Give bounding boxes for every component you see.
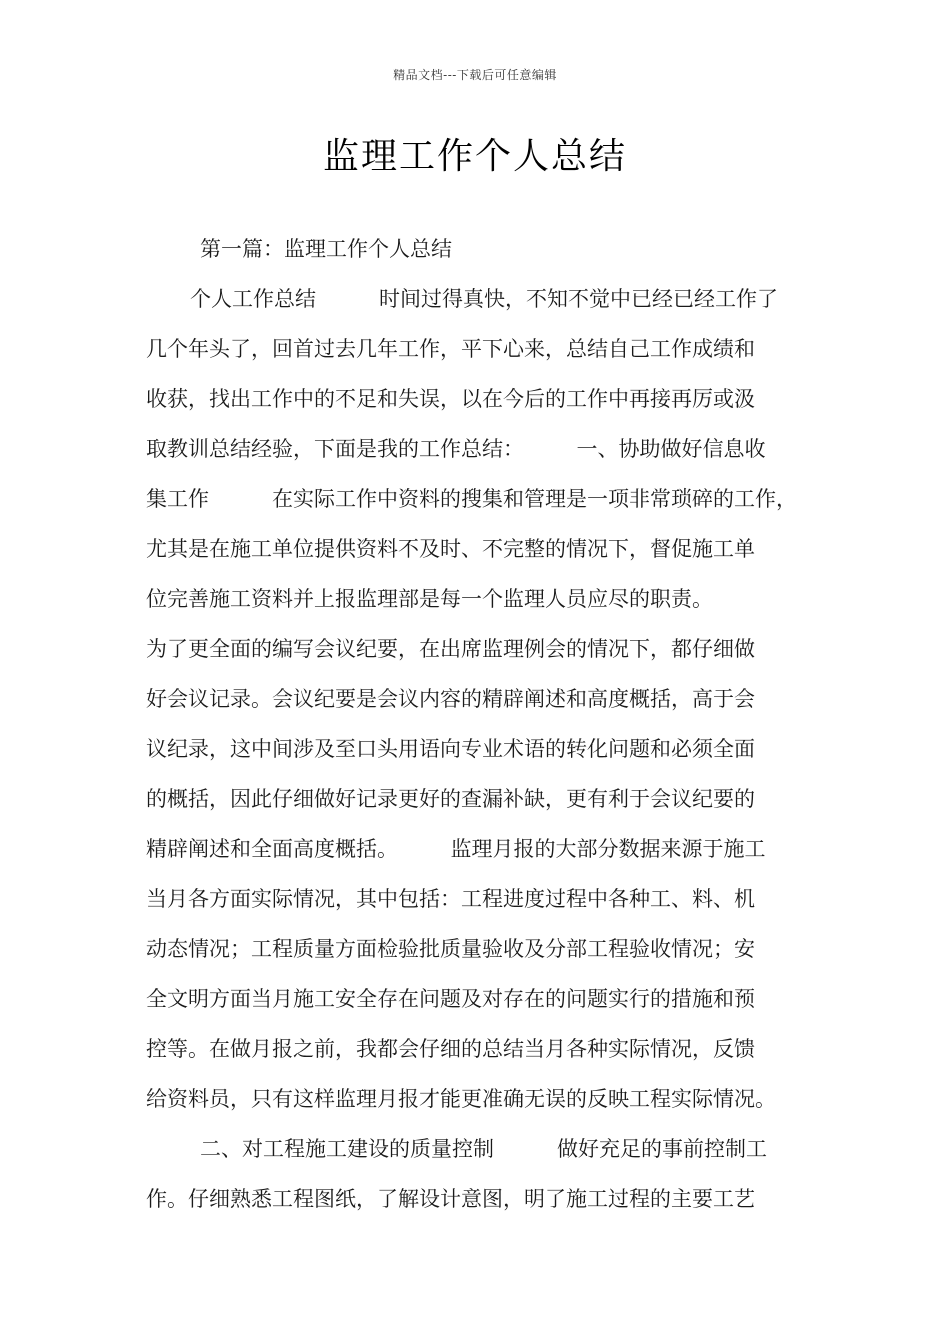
- body-line: 位完善施工资料并上报监理部是每一个监理人员应尽的职责。: [146, 587, 713, 611]
- body-line: 的概括，因此仔细做好记录更好的查漏补缺，更有利于会议纪要的: [146, 787, 755, 811]
- body-line: 当月各方面实际情况，其中包括：工程进度过程中各种工、料、机: [146, 887, 755, 911]
- body-line: 集工作 在实际工作中资料的搜集和管理是一项非常琐碎的工作，: [146, 487, 797, 511]
- body-line: 作。仔细熟悉工程图纸，了解设计意图，明了施工过程的主要工艺: [146, 1187, 755, 1211]
- section-heading: 二、对工程施工建设的质量控制 做好充足的事前控制工: [200, 1137, 767, 1161]
- body-line: 给资料员，只有这样监理月报才能更准确无误的反映工程实际情况。: [146, 1087, 776, 1111]
- body-line: 议纪录，这中间涉及至口头用语向专业术语的转化问题和必须全面: [146, 737, 755, 761]
- document-title: 监理工作个人总结: [322, 136, 627, 177]
- body-line: 控等。在做月报之前，我都会仔细的总结当月各种实际情况，反馈: [146, 1037, 755, 1061]
- body-line: 几个年头了，回首过去几年工作，平下心来，总结自己工作成绩和: [146, 337, 755, 361]
- body-line: 精辟阐述和全面高度概括。 监理月报的大部分数据来源于施工: [146, 837, 766, 861]
- body-line: 个人工作总结 时间过得真快，不知不觉中已经已经工作了: [190, 287, 778, 311]
- body-line: 收获，找出工作中的不足和失误，以在今后的工作中再接再厉或汲: [146, 387, 755, 411]
- body-line: 尤其是在施工单位提供资料不及时、不完整的情况下，督促施工单: [146, 537, 755, 561]
- page-header-note: 精品文档---下载后可任意编辑: [393, 68, 557, 82]
- section-heading: 第一篇：监理工作个人总结: [200, 237, 452, 261]
- body-line: 取教训总结经验，下面是我的工作总结： 一、协助做好信息收: [146, 437, 766, 461]
- body-line: 动态情况；工程质量方面检验批质量验收及分部工程验收情况；安: [146, 937, 755, 961]
- body-line: 为了更全面的编写会议纪要，在出席监理例会的情况下，都仔细做: [146, 637, 755, 661]
- body-line: 全文明方面当月施工安全存在问题及对存在的问题实行的措施和预: [146, 987, 755, 1011]
- body-line: 好会议记录。会议纪要是会议内容的精辟阐述和高度概括，高于会: [146, 687, 755, 711]
